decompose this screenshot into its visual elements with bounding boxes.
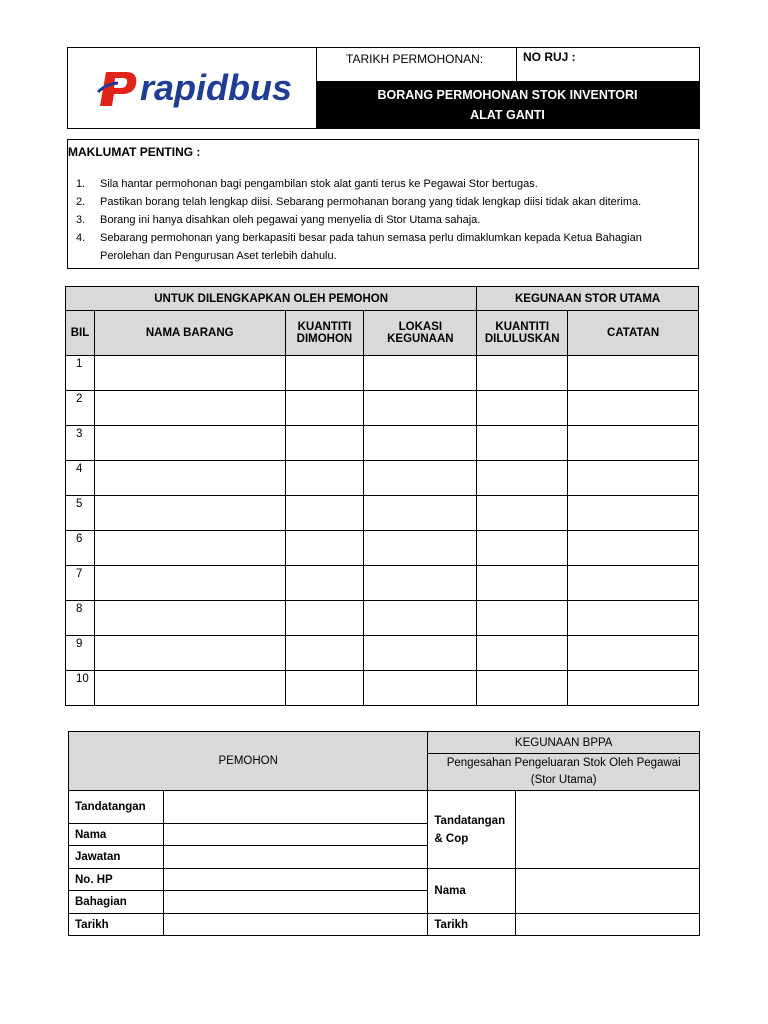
- col-header-kuantiti-dimohon: [285, 311, 364, 356]
- table-row: [66, 636, 699, 671]
- table-cell[interactable]: [94, 426, 285, 461]
- table-cell[interactable]: [94, 356, 285, 391]
- logo-cell: [68, 48, 317, 128]
- col-header-lokasi-kegunaan-line2: KEGUNAAN: [387, 333, 454, 345]
- tandatangan-cop-line2: & Cop: [434, 832, 469, 845]
- col-header-lokasi-kegunaan: [364, 311, 477, 356]
- table-cell[interactable]: [477, 391, 568, 426]
- col-header-kuantiti-diluluskan-line2: DILULUSKAN: [484, 333, 560, 345]
- table-row: [66, 601, 699, 636]
- row-number: 10: [66, 671, 95, 706]
- pengesahan-line2: (Stor Utama): [530, 774, 597, 786]
- table-cell[interactable]: [285, 356, 364, 391]
- row-number: 5: [66, 496, 95, 531]
- signature-table: [68, 731, 700, 936]
- list-item: [76, 211, 686, 229]
- table-cell[interactable]: [285, 531, 364, 566]
- list-item: [76, 229, 686, 265]
- col-header-kuantiti-diluluskan: [477, 311, 568, 356]
- table-row: [66, 356, 699, 391]
- list-item: [76, 193, 686, 211]
- table-cell[interactable]: [285, 566, 364, 601]
- row-number: 9: [66, 636, 95, 671]
- table-row: [66, 531, 699, 566]
- table-cell[interactable]: [477, 426, 568, 461]
- pengesahan-header: [428, 754, 700, 791]
- table-cell[interactable]: [568, 671, 699, 706]
- table-cell[interactable]: [285, 671, 364, 706]
- tandatangan-cop-label: [428, 791, 516, 869]
- list-item-text: Sebarang permohonan yang berkapasiti besar pada tahun semasa perlu dimaklumkan kepada Ketua Bahagian Perolehan dan Pengurusan Aset terlebih dahulu.: [100, 232, 642, 262]
- rapidbus-logo: [96, 66, 296, 112]
- table-cell[interactable]: [285, 636, 364, 671]
- col-header-kuantiti-dimohon-line1: KUANTITI: [297, 321, 352, 333]
- list-item: [76, 175, 686, 193]
- list-item-text: Pastikan borang telah lengkap diisi. Sebarang permohanan borang yang tidak lengkap diisi tidak akan diterima.: [100, 196, 642, 208]
- maklumat-penting-box: [67, 139, 699, 269]
- table-cell[interactable]: [477, 461, 568, 496]
- table-row: [66, 391, 699, 426]
- table-cell[interactable]: [364, 566, 477, 601]
- table-cell[interactable]: [568, 461, 699, 496]
- form-title: [316, 82, 699, 128]
- tandatangan-cop-line1: Tandatangan: [434, 814, 506, 827]
- maklumat-penting-heading: MAKLUMAT PENTING :: [68, 145, 201, 159]
- row-number: 3: [66, 426, 95, 461]
- bahagian-field[interactable]: [163, 891, 427, 914]
- pemohon-header: PEMOHON: [69, 732, 428, 791]
- table-cell[interactable]: [477, 356, 568, 391]
- tandatangan-cop-field[interactable]: [516, 791, 700, 869]
- table-cell[interactable]: [364, 426, 477, 461]
- table-cell[interactable]: [364, 391, 477, 426]
- table-cell[interactable]: [364, 461, 477, 496]
- table-cell[interactable]: [477, 496, 568, 531]
- table-cell[interactable]: [568, 426, 699, 461]
- row-number: 2: [66, 391, 95, 426]
- tarikh-permohonan-label: TARIKH PERMOHONAN:: [316, 48, 517, 82]
- table-cell[interactable]: [94, 461, 285, 496]
- list-item-number: 3.: [76, 214, 86, 226]
- tarikh-r-field[interactable]: [516, 914, 700, 936]
- form-header: [67, 47, 700, 129]
- table-cell[interactable]: [285, 426, 364, 461]
- table-cell[interactable]: [477, 636, 568, 671]
- table-cell[interactable]: [568, 566, 699, 601]
- table-cell[interactable]: [285, 461, 364, 496]
- table-cell[interactable]: [364, 531, 477, 566]
- list-item-number: 4.: [76, 232, 86, 244]
- table-row: [66, 461, 699, 496]
- no-hp-field[interactable]: [163, 869, 427, 891]
- kegunaan-bppa-header: KEGUNAAN BPPA: [428, 732, 700, 754]
- list-item-text: Sila hantar permohonan bagi pengambilan stok alat ganti terus ke Pegawai Stor bertugas.: [100, 178, 538, 190]
- row-number: 7: [66, 566, 95, 601]
- nama-r-field[interactable]: [516, 869, 700, 914]
- maklumat-list: [76, 175, 686, 265]
- tarikh-field[interactable]: [163, 914, 427, 936]
- table-cell[interactable]: [285, 496, 364, 531]
- col-header-kuantiti-dimohon-line2: DIMOHON: [296, 333, 353, 345]
- group-header-stor: KEGUNAAN STOR UTAMA: [477, 287, 699, 311]
- tarikh-label: Tarikh: [69, 914, 164, 936]
- table-cell[interactable]: [285, 391, 364, 426]
- col-header-bil: BIL: [66, 311, 95, 356]
- no-hp-label: No. HP: [69, 869, 164, 891]
- table-cell[interactable]: [568, 391, 699, 426]
- col-header-nama-barang: NAMA BARANG: [94, 311, 285, 356]
- table-cell[interactable]: [477, 671, 568, 706]
- table-cell[interactable]: [568, 356, 699, 391]
- tandatangan-field[interactable]: [163, 791, 427, 824]
- row-number: 4: [66, 461, 95, 496]
- table-cell[interactable]: [364, 356, 477, 391]
- tarikh-r-label: Tarikh: [428, 914, 516, 936]
- table-cell[interactable]: [94, 496, 285, 531]
- row-number: 6: [66, 531, 95, 566]
- table-cell[interactable]: [94, 531, 285, 566]
- inventory-request-table: [65, 286, 699, 706]
- row-number: 8: [66, 601, 95, 636]
- table-cell[interactable]: [568, 601, 699, 636]
- table-row: [66, 496, 699, 531]
- jawatan-label: Jawatan: [69, 846, 164, 869]
- tandatangan-label: Tandatangan: [69, 791, 164, 824]
- list-item-number: 1.: [76, 178, 86, 190]
- form-title-line1: BORANG PERMOHONAN STOK INVENTORI: [377, 88, 638, 102]
- table-cell[interactable]: [364, 496, 477, 531]
- col-header-catatan: CATATAN: [568, 311, 699, 356]
- row-number: 1: [66, 356, 95, 391]
- nama-r-label: Nama: [428, 869, 516, 914]
- table-cell[interactable]: [477, 531, 568, 566]
- list-item-text: Borang ini hanya disahkan oleh pegawai yang menyelia di Stor Utama sahaja.: [100, 214, 481, 226]
- col-header-kuantiti-diluluskan-line1: KUANTITI: [495, 321, 550, 333]
- table-cell[interactable]: [568, 496, 699, 531]
- table-cell[interactable]: [568, 531, 699, 566]
- table-cell[interactable]: [94, 671, 285, 706]
- table-cell[interactable]: [364, 601, 477, 636]
- table-cell[interactable]: [94, 601, 285, 636]
- no-ruj-label: NO RUJ :: [517, 48, 699, 82]
- col-header-lokasi-kegunaan-line1: LOKASI: [398, 321, 443, 333]
- table-row: [66, 566, 699, 601]
- bahagian-label: Bahagian: [69, 891, 164, 914]
- table-cell[interactable]: [94, 636, 285, 671]
- table-cell[interactable]: [285, 601, 364, 636]
- logo-wordmark: rapidbus: [140, 67, 293, 108]
- group-header-pemohon: UNTUK DILENGKAPKAN OLEH PEMOHON: [66, 287, 477, 311]
- table-row: [66, 671, 699, 706]
- table-cell[interactable]: [364, 671, 477, 706]
- table-row: [66, 426, 699, 461]
- table-cell[interactable]: [94, 391, 285, 426]
- table-cell[interactable]: [94, 566, 285, 601]
- table-body: [66, 356, 699, 706]
- list-item-number: 2.: [76, 196, 86, 208]
- table-cell[interactable]: [364, 636, 477, 671]
- table-cell[interactable]: [568, 636, 699, 671]
- table-cell[interactable]: [477, 601, 568, 636]
- pengesahan-line1: Pengesahan Pengeluaran Stok Oleh Pegawai: [446, 757, 681, 769]
- jawatan-field[interactable]: [163, 846, 427, 869]
- form-title-line2: ALAT GANTI: [470, 108, 545, 122]
- nama-field[interactable]: [163, 824, 427, 846]
- nama-label: Nama: [69, 824, 164, 846]
- table-cell[interactable]: [477, 566, 568, 601]
